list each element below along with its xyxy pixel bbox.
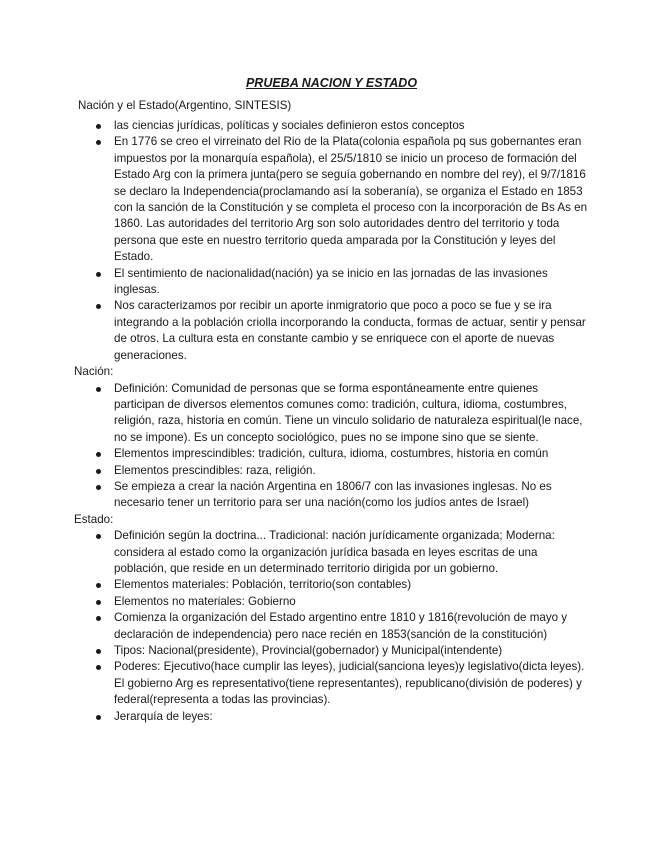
- list-item: Definición: Comunidad de personas que se forma espontáneamente entre quienes participan de diversos elementos comunes como: tradición, cultura, idioma, costumbres, religión, raza, historia en común. Tiene un vinculo solidario de naturaleza espiritual(le nace, no se impone). Es un concepto sociológico, pues no se impone sino que se siente.: [74, 381, 589, 447]
- list-item: Se empieza a crear la nación Argentina en 1806/7 con las invasiones inglesas. No es necesario tener un territorio para ser una nación(como los judíos antes de Israel): [74, 479, 589, 512]
- list-item: las ciencias jurídicas, políticas y sociales definieron estos conceptos: [74, 118, 589, 134]
- list-item: Tipos: Nacional(presidente), Provincial(gobernador) y Municipal(intendente): [74, 643, 589, 659]
- intro-line: Nación y el Estado(Argentino, SINTESIS): [78, 99, 292, 112]
- list-item: Comienza la organización del Estado argentino entre 1810 y 1816(revolución de mayo y declaración de independencia) pero nace recién en 1853(sanción de la constitución): [74, 610, 589, 643]
- document-title: PRUEBA NACION Y ESTADO: [245, 76, 418, 90]
- list-item: Elementos prescindibles: raza, religión.: [74, 463, 589, 479]
- section2-list: [74, 381, 589, 512]
- section3-list: [74, 528, 589, 725]
- document-body: [74, 118, 589, 725]
- nacion-heading: Nación:: [74, 365, 114, 379]
- list-item: Jerarquía de leyes:: [74, 709, 589, 725]
- list-item: Poderes: Ejecutivo(hace cumplir las leyes), judicial(sanciona leyes)y legislativo(dicta leyes). El gobierno Arg es representativo(tiene representantes), republicano(división de poderes) y federal(representa a todas las provincias).: [74, 659, 589, 708]
- list-item: Elementos imprescindibles: tradición, cultura, idioma, costumbres, historia en común: [74, 446, 589, 462]
- section1-list: [74, 118, 589, 364]
- list-item: El sentimiento de nacionalidad(nación) ya se inicio en las jornadas de las invasiones inglesas.: [74, 266, 589, 299]
- list-item: Elementos no materiales: Gobierno: [74, 594, 589, 610]
- list-item: Elementos materiales: Población, territorio(son contables): [74, 577, 589, 593]
- list-item: Nos caracterizamos por recibir un aporte inmigratorio que poco a poco se fue y se ira integrando a la población criolla incorporando la conducta, formas de actuar, sentir y pensar de otros. La cultura esta en constante cambio y se enriquece con el aporte de nuevas generaciones.: [74, 298, 589, 364]
- list-item: Definición según la doctrina... Tradicional: nación jurídicamente organizada; Moderna: considera al estado como la organización jurídica basada en leyes escritas de una población, que reside en un determinado territorio dirigida por un gobierno.: [74, 528, 589, 577]
- list-item: En 1776 se creo el virreinato del Rio de la Plata(colonia española pq sus gobernantes eran impuestos por la monarquía española), el 25/5/1810 se inicio un proceso de formación del Estado Arg con la primera junta(pero se seguía gobernando en nombre del rey), el 9/7/1816 se declaro la Independencia(proclamando así la soberanía), se organiza el Estado en 1853 con la sanción de la Constitución y se completa el proceso con la incorporación de Bs As en 1860. Las autoridades del territorio Arg son solo autoridades dentro del territorio y toda persona que este en nuestro territorio queda amparada por la Constitución y leyes del Estado.: [74, 134, 589, 265]
- estado-heading: Estado:: [74, 512, 114, 526]
